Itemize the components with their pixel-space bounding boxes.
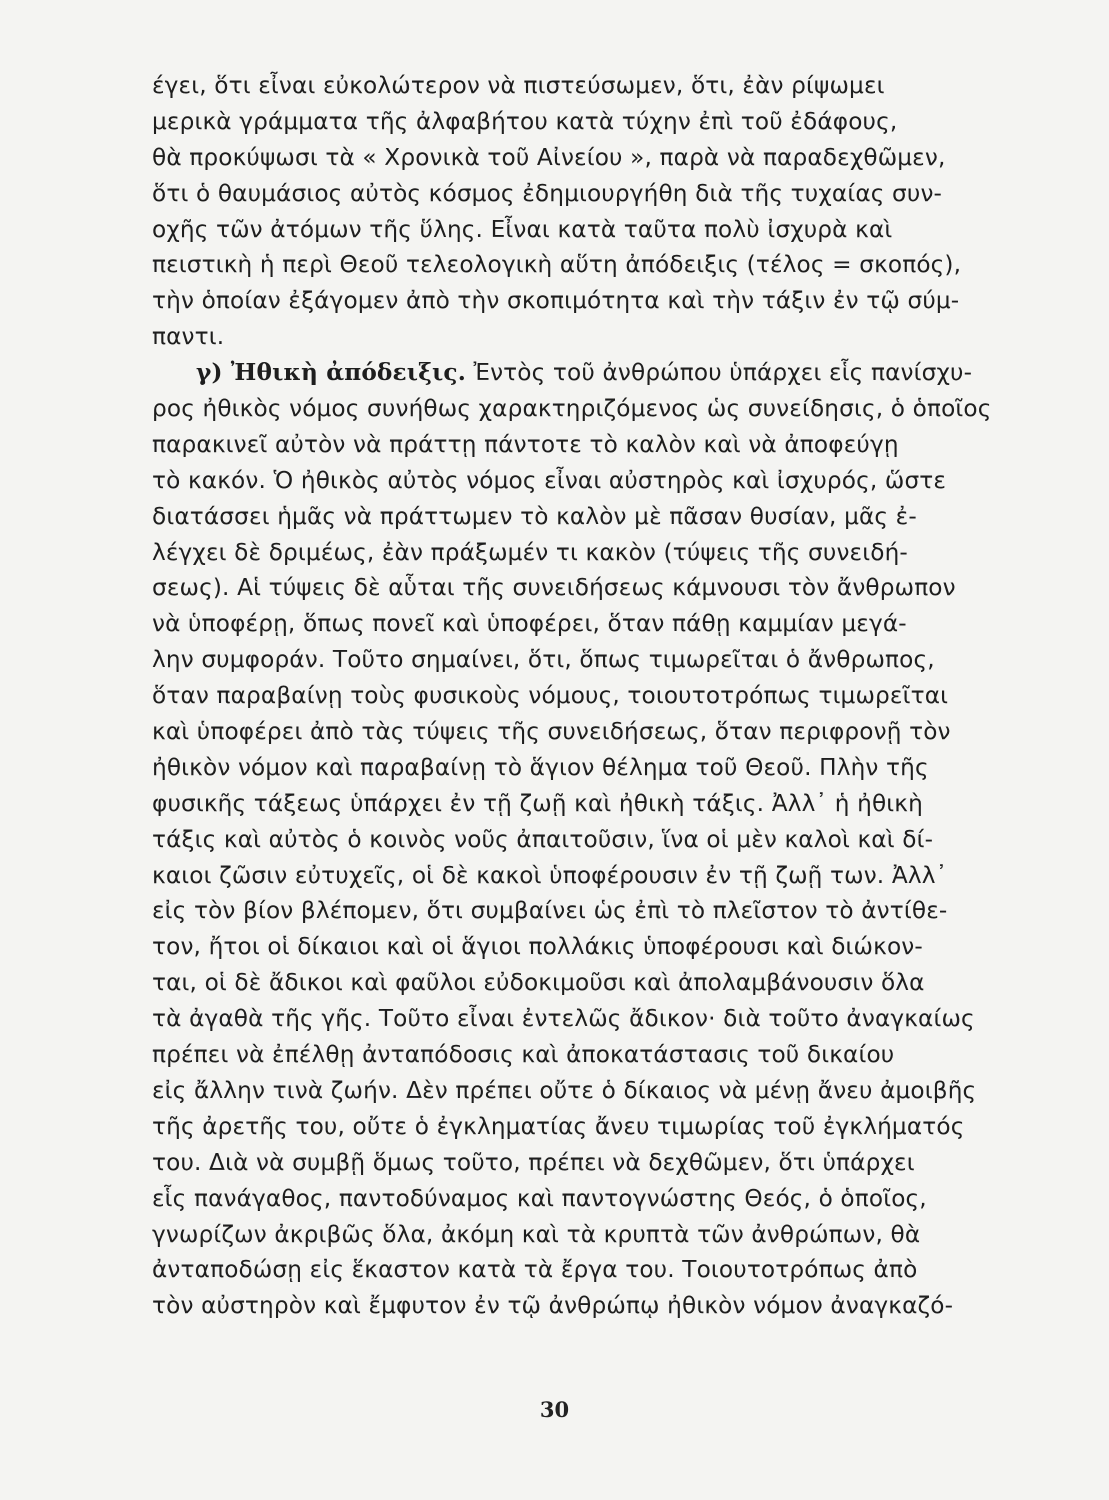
text-line: παντι. (152, 323, 225, 351)
text-line: τον, ἤτοι οἱ δίκαιοι καὶ οἱ ἅγιοι πολλάκις ὑποφέρουσι καὶ διώκον- (152, 933, 923, 961)
text-line: νὰ ὑποφέρῃ, ὅπως πονεῖ καὶ ὑποφέρει, ὅταν πάθῃ καμμίαν μεγά- (152, 610, 907, 638)
text-line: γνωρίζων ἀκριβῶς ὅλα, ἀκόμη καὶ τὰ κρυπτὰ τῶν ἀνθρώπων, θὰ (152, 1220, 921, 1248)
text-line: λέγχει δὲ δριμέως, ἐὰν πράξωμέν τι κακὸν (τύψεις τῆς συνειδή- (152, 538, 908, 566)
text-line: τάξις καὶ αὐτὸς ὁ κοινὸς νοῦς ἀπαιτοῦσιν, ἵνα οἱ μὲν καλοὶ καὶ δί- (152, 825, 934, 853)
text-line: λην συμφοράν. Τοῦτο σημαίνει, ὅτι, ὅπως τιμωρεῖται ὁ ἄνθρωπος, (152, 646, 935, 674)
section-heading-line (152, 355, 1020, 391)
text-line: μερικὰ γράμματα τῆς ἀλφαβήτου κατὰ τύχην ἐπὶ τοῦ ἐδάφους, (152, 107, 898, 135)
text-line: φυσικῆς τάξεως ὑπάρχει ἐν τῇ ζωῇ καὶ ἠθικὴ τάξις. Ἀλλ᾽ ἡ ἠθικὴ (152, 789, 923, 817)
page-number: 30 (539, 1397, 570, 1422)
text-line: πρέπει νὰ ἐπέλθῃ ἀνταπόδοσις καὶ ἀποκατάστασις τοῦ δικαίου (152, 1041, 895, 1069)
text-line: ται, οἱ δὲ ἄδικοι καὶ φαῦλοι εὐδοκιμοῦσι καὶ ἀπολαμβάνουσιν ὅλα (152, 969, 925, 997)
body-text (152, 68, 1020, 1324)
text-line: τὸ κακόν. Ὁ ἠθικὸς αὐτὸς νόμος εἶναι αὐστηρὸς καὶ ἰσχυρός, ὥστε (152, 466, 947, 494)
section-first-line: Ἐντὸς τοῦ ἀνθρώπου ὑπάρχει εἷς πανίσχυ- (465, 359, 973, 387)
text-line: παρακινεῖ αὐτὸν νὰ πράττῃ πάντοτε τὸ καλὸν καὶ νὰ ἀποφεύγῃ (152, 430, 899, 458)
text-line: πειστικὴ ἡ περὶ Θεοῦ τελεολογικὴ αὕτη ἀπόδειξις (τέλος = σκοπός), (152, 251, 962, 279)
text-line: οχῆς τῶν ἀτόμων τῆς ὕλης. Εἶναι κατὰ ταῦτα πολὺ ἰσχυρὰ καὶ (152, 215, 893, 243)
text-line: έγει, ὅτι εἶναι εὐκολώτερον νὰ πιστεύσωμεν, ὅτι, ἐὰν ρίψωμει (152, 72, 885, 99)
text-line: τὰ ἀγαθὰ τῆς γῆς. Τοῦτο εἶναι ἐντελῶς ἄδικον· διὰ τοῦτο ἀναγκαίως (152, 1005, 975, 1033)
text-line: σεως). Αἱ τύψεις δὲ αὗται τῆς συνειδήσεως κάμνουσι τὸν ἄνθρωπον (152, 574, 956, 602)
text-line: ὅτι ὁ θαυμάσιος αὐτὸς κόσμος ἐδημιουργήθη διὰ τῆς τυχαίας συν- (152, 179, 943, 207)
text-line: τὴν ὁποίαν ἐξάγομεν ἀπὸ τὴν σκοπιμότητα καὶ τὴν τάξιν ἐν τῷ σύμ- (152, 287, 960, 315)
text-line: τὸν αὐστηρὸν καὶ ἔμφυτον ἐν τῷ ἀνθρώπῳ ἠθικὸν νόμον ἀναγκαζό- (152, 1292, 954, 1320)
text-line: τῆς ἀρετῆς του, οὔτε ὁ ἐγκληματίας ἄνευ τιμωρίας τοῦ ἐγκλήματός (152, 1112, 965, 1140)
text-line: του. Διὰ νὰ συμβῇ ὅμως τοῦτο, πρέπει νὰ δεχθῶμεν, ὅτι ὑπάρχει (152, 1148, 915, 1176)
text-line: καὶ ὑποφέρει ἀπὸ τὰς τύψεις τῆς συνειδήσεως, ὅταν περιφρονῇ τὸν (152, 718, 951, 746)
text-line: ρος ἠθικὸς νόμος συνήθως χαρακτηριζόμενος ὡς συνείδησις, ὁ ὁποῖος (152, 395, 992, 423)
text-line: διατάσσει ἡμᾶς νὰ πράττωμεν τὸ καλὸν μὲ πᾶσαν θυσίαν, μᾶς ἐ- (152, 502, 917, 530)
text-line: ἀνταποδώσῃ εἰς ἕκαστον κατὰ τὰ ἔργα του. Τοιουτοτρόπως ἀπὸ (152, 1256, 918, 1284)
text-line: ἠθικὸν νόμον καὶ παραβαίνῃ τὸ ἅγιον θέλημα τοῦ Θεοῦ. Πλὴν τῆς (152, 753, 929, 781)
text-line: θὰ προκύψωσι τὰ « Χρονικὰ τοῦ Αἰνείου », παρὰ νὰ παραδεχθῶμεν, (152, 143, 946, 171)
text-line: εἰς ἄλλην τινὰ ζωήν. Δὲν πρέπει οὔτε ὁ δίκαιος νὰ μένῃ ἄνευ ἀμοιβῆς (152, 1076, 977, 1104)
section-heading: γ) Ἠθικὴ ἀπόδειξις. (196, 359, 466, 387)
text-line: εἰς τὸν βίον βλέπομεν, ὅτι συμβαίνει ὡς ἐπὶ τὸ πλεῖστον τὸ ἀντίθε- (152, 897, 948, 925)
text-line: εἷς πανάγαθος, παντοδύναμος καὶ παντογνώστης Θεός, ὁ ὁποῖος, (152, 1184, 927, 1212)
text-line: καιοι ζῶσιν εὐτυχεῖς, οἱ δὲ κακοὶ ὑποφέρουσιν ἐν τῇ ζωῇ των. Ἀλλ᾽ (152, 861, 948, 889)
text-line: ὅταν παραβαίνῃ τοὺς φυσικοὺς νόμους, τοιουτοτρόπως τιμωρεῖται (152, 682, 949, 710)
